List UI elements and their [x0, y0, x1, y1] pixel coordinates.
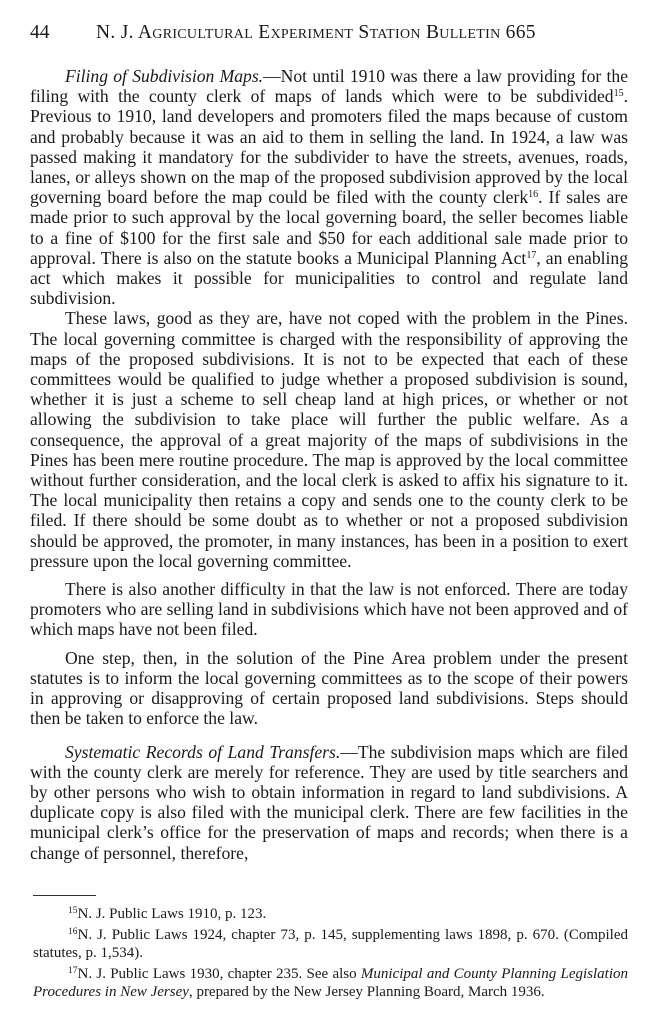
em-dash: — [263, 66, 281, 86]
paragraph-text: . If sales are made prior to such approval by the local governing board, the seller becomes liable to a fine of $100 for the first sale and $50 for each additional sale made prior to approval. There is also on the statute books a Municipal Planning Act [30, 187, 628, 268]
footnote-mark: 16 [68, 927, 78, 937]
footnotes [33, 905, 628, 1004]
paragraph-law-not-enforced: There is also another difficulty in that the law is not enforced. There are today promoters who are selling land in subdivisions which have not been approved and of which maps have not been filed. [30, 579, 628, 640]
paragraph-filing-maps [30, 66, 628, 308]
paragraph-one-step: One step, then, in the solution of the Pine Area problem under the present statutes is to inform the local governing committees as to the scope of their powers in approving or disapproving of certain proposed land subdivisions. Steps should then be taken to enforce the law. [30, 647, 628, 729]
page-number: 44 [30, 22, 50, 43]
footnote-divider [33, 895, 96, 896]
em-dash: — [340, 741, 358, 762]
paragraph-systematic-records [30, 742, 628, 863]
footnote-15 [33, 905, 628, 923]
paragraph-text: . Previous to 1910, land developers and promoters filed the maps because of custom and probably because it was an aid to them in selling the land. In 1924, a law was passed making it mandatory for the subdivider to have the streets, avenues, roads, lanes, or alleys shown on the map of the proposed subdivision approved by the local governing board before the map could be filed with the county clerk [30, 86, 628, 208]
paragraph-text: Not until 1910 was there a law providing for the filing with the county clerk of maps of lands which were to be subdivided [30, 66, 628, 107]
paragraph-laws-not-coped: These laws, good as they are, have not coped with the problem in the Pines. The local governing committee is charged with the responsibility of approving the maps of the proposed subdivisions. It is not to be expected that each of these committees would be qualified to judge whether a proposed subdivision is sound, whether it is just a scheme to sell cheap land at high prices, or whether or not allowing the subdivision to take place will further the public welfare. As a consequence, the approval of a great majority of the maps of subdivisions in the Pines has been mere routine procedure. The map is approved by the local committee without further consideration, and the local clerk is asked to affix his signature to it. The local municipality then retains a copy and sends one to the county clerk to be filed. If there should be some doubt as to whether or not a proposed subdivision should be approved, the promoter, in many instances, has been in a position to exert pressure upon the local governing committee. [30, 308, 628, 571]
footnote-text: , prepared by the New Jersey Planning Board, March 1936. [188, 984, 545, 1000]
section-heading-filing-maps: Filing of Subdivision Maps. [65, 66, 264, 86]
footnote-ref-17: 17 [526, 249, 537, 261]
footnote-text: N. J. Public Laws 1910, p. 123. [77, 906, 267, 922]
footnote-cited-title: Municipal and County Planning Legislation Procedures in New Jersey [33, 966, 629, 1000]
body-text [30, 66, 628, 863]
paragraph-text: The subdivision maps which are filed with the county clerk are merely for reference. They are used by title searchers and by other persons who wish to obtain information in regard to land subdivisions. A duplicate copy is also filed with the municipal clerk. There are few facilities in the municipal clerk’s office for the preservation of maps and records; when there is a change of personnel, therefore, [30, 741, 628, 863]
footnote-text: N. J. Public Laws 1924, chapter 73, p. 145, supplementing laws 1898, p. 670. (Compiled statutes, p. 1,534). [33, 927, 628, 961]
footnote-mark: 17 [68, 966, 78, 976]
section-heading-systematic-records: Systematic Records of Land Transfers. [65, 741, 341, 762]
footnote-ref-15: 15 [613, 88, 624, 100]
paragraph-text: , an enabling act which makes it possible for municipalities to control and regulate land subdivision. [30, 247, 628, 309]
footnote-text: N. J. Public Laws 1930, chapter 235. See also [77, 966, 361, 982]
footnote-16 [33, 926, 628, 962]
running-title: N. J. Agricultural Experiment Station Bulletin 665 [96, 22, 536, 43]
footnote-17 [33, 965, 628, 1001]
footnote-mark: 15 [68, 906, 78, 916]
running-header [30, 22, 628, 46]
footnote-ref-16: 16 [528, 189, 539, 201]
